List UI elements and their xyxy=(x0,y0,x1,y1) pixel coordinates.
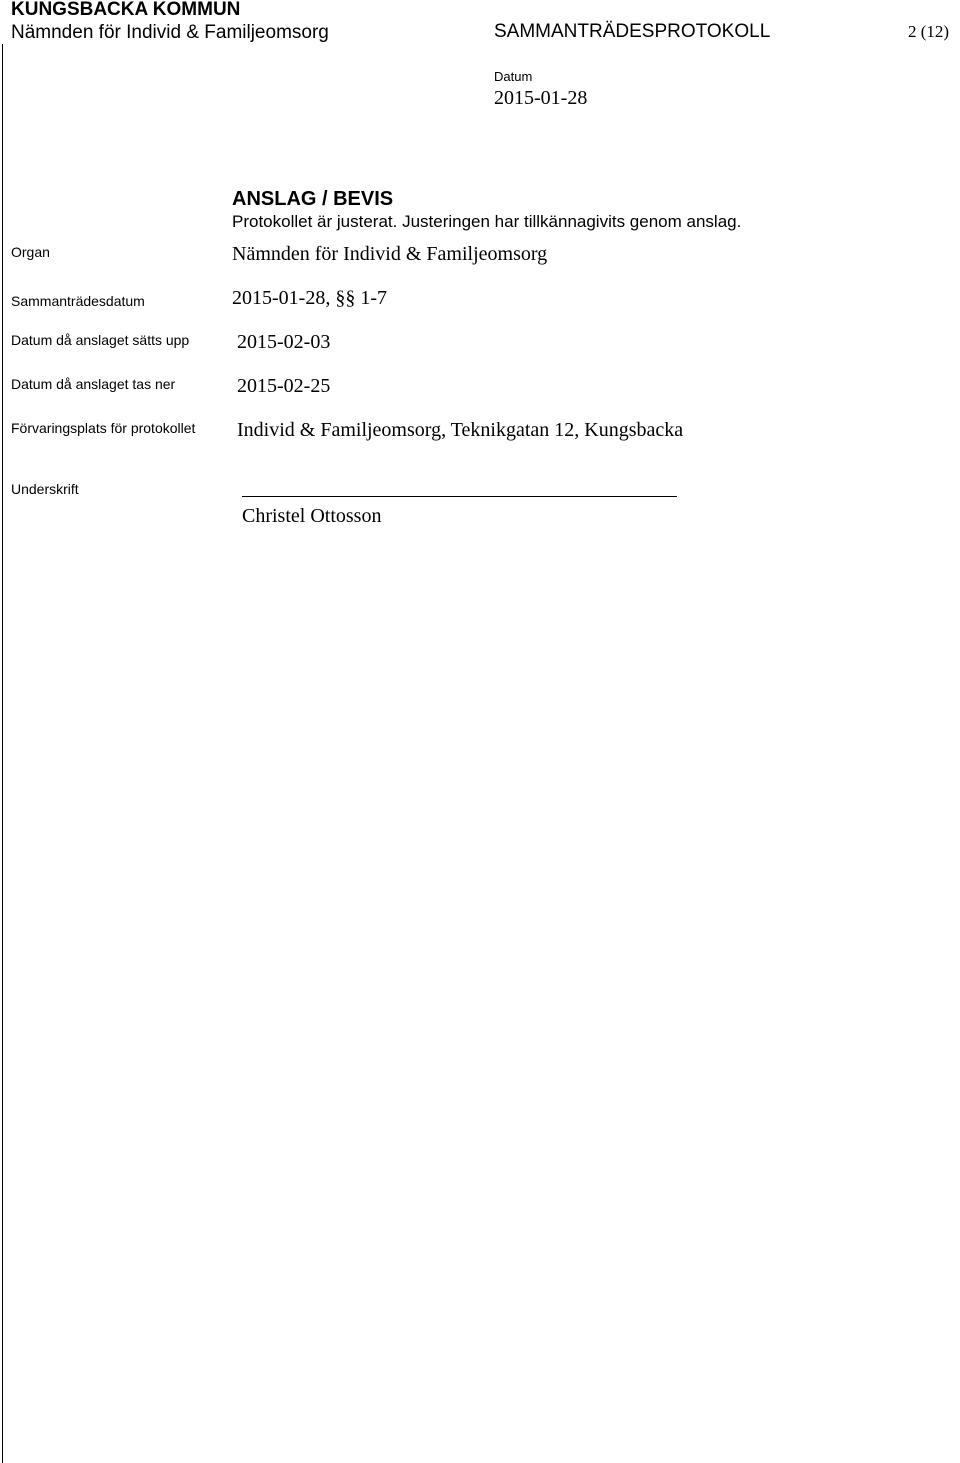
storage-label: Förvaringsplats för protokollet xyxy=(11,420,196,436)
organ-label: Organ xyxy=(11,244,50,260)
signature-line xyxy=(242,496,677,497)
posted-date-label: Datum då anslaget sätts upp xyxy=(11,332,190,348)
signature-label: Underskrift xyxy=(11,481,79,497)
section-title: ANSLAG / BEVIS xyxy=(232,188,394,210)
removed-date-label: Datum då anslaget tas ner xyxy=(11,376,176,392)
left-margin-rule xyxy=(2,44,3,1463)
posted-date-value: 2015-02-03 xyxy=(237,331,331,353)
section-intro: Protokollet är justerat. Justeringen har tillkännagivits genom anslag. xyxy=(232,212,742,231)
removed-date-value: 2015-02-25 xyxy=(237,375,331,397)
page-number: 2 (12) xyxy=(908,22,950,41)
date-label: Datum xyxy=(494,69,533,84)
organization-name: KUNGSBACKA KOMMUN xyxy=(11,0,241,20)
document-type: SAMMANTRÄDESPROTOKOLL xyxy=(494,21,771,42)
meeting-date-label: Sammanträdesdatum xyxy=(11,293,145,309)
organ-value: Nämnden för Individ & Familjeomsorg xyxy=(232,243,548,265)
storage-value: Individ & Familjeomsorg, Teknikgatan 12, Kungsbacka xyxy=(237,419,684,441)
date-value: 2015-01-28 xyxy=(494,87,588,109)
committee-name: Nämnden för Individ & Familjeomsorg xyxy=(11,22,329,43)
signatory-name: Christel Ottosson xyxy=(242,505,382,527)
meeting-date-value: 2015-01-28, §§ 1-7 xyxy=(232,287,387,309)
